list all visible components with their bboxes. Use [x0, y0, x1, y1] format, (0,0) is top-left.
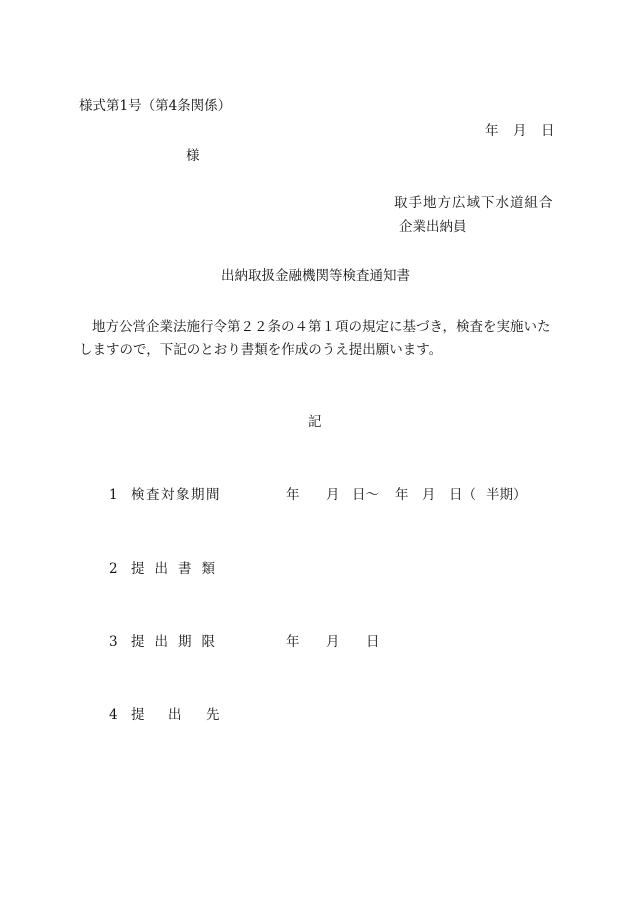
item-1-day2: 日（: [449, 487, 476, 503]
item-1-month2: 月: [422, 487, 436, 503]
sender-title: 企業出納員: [399, 219, 467, 235]
item-1-year2: 年: [395, 487, 409, 503]
item-3-year: 年: [286, 634, 300, 650]
item-4-label-char-1: 提: [131, 707, 145, 723]
item-1-day-range: 日〜: [352, 487, 379, 503]
ki-heading: 記: [308, 414, 322, 430]
item-2-number: 2: [109, 561, 118, 577]
item-1-year: 年: [286, 487, 300, 503]
item-3-month: 月: [326, 634, 340, 650]
item-4-label-char-3: 先: [206, 707, 220, 723]
date-month: 月: [513, 123, 527, 139]
document-title: 出納取扱金融機関等検査通知書: [221, 268, 410, 284]
item-3-day: 日: [366, 634, 380, 650]
addressee-suffix: 様: [186, 148, 200, 164]
sender-organization: 取手地方広域下水道組合: [394, 195, 554, 211]
item-3-number: 3: [109, 634, 118, 650]
form-number: 様式第1号（第4条関係）: [79, 98, 232, 114]
date-day: 日: [541, 123, 555, 139]
item-1-month: 月: [326, 487, 340, 503]
date-year: 年: [485, 123, 499, 139]
body-line-2: しますので，下記のとおり書類を作成のうえ提出願います。: [79, 342, 443, 358]
item-3-label: 提出期限: [131, 634, 225, 650]
item-1-half: 半期）: [486, 487, 527, 503]
item-4-label-char-2: 出: [168, 707, 182, 723]
item-2-label: 提出書類: [131, 561, 225, 577]
item-4-number: 4: [109, 707, 118, 723]
item-1-label: 検査対象期間: [131, 487, 221, 503]
body-line-1: 地方公営企業法施行令第２２条の４第１項の規定に基づき，検査を実施いた: [92, 319, 551, 335]
item-1-number: 1: [109, 487, 118, 503]
